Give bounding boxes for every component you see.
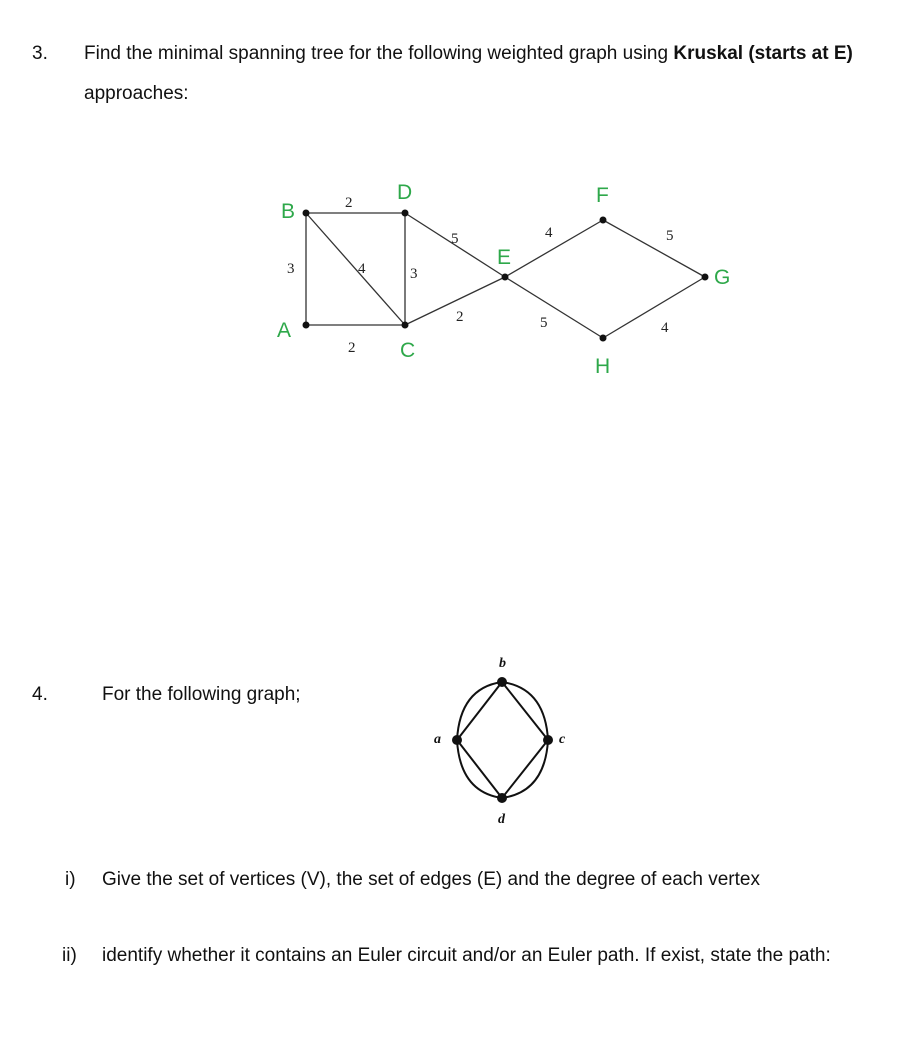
question-4-number: 4. (32, 684, 48, 705)
vertex-label-B: B (281, 200, 296, 223)
graph2-vertices (452, 677, 553, 803)
question-3-bold-text: Kruskal (starts at E) (673, 43, 853, 64)
vertex-label-d: d (498, 812, 505, 827)
weight-H-G: 4 (661, 320, 669, 336)
graph1-edge-weights (287, 195, 674, 356)
question-4-text: For the following graph; (102, 684, 301, 705)
weight-D-C: 3 (410, 266, 418, 282)
part-i-label: i) (65, 869, 76, 890)
weight-C-E: 2 (456, 309, 464, 325)
vertex-c (543, 735, 553, 745)
vertex-B (303, 210, 310, 217)
vertex-C (402, 322, 409, 329)
weight-E-F: 4 (545, 225, 553, 241)
weighted-graph (0, 0, 921, 420)
question-3-line2: approaches: (84, 83, 189, 104)
edge-E-H (505, 277, 603, 338)
weight-D-E: 5 (451, 231, 459, 247)
vertex-label-G: G (714, 266, 731, 289)
vertex-H (600, 335, 607, 342)
vertex-label-E: E (497, 246, 512, 269)
vertex-a (452, 735, 462, 745)
edge-B-C (306, 213, 405, 325)
edge-C-E (405, 277, 505, 325)
weight-A-C: 2 (348, 340, 356, 356)
vertex-d (497, 793, 507, 803)
part-ii-label: ii) (62, 945, 77, 966)
vertex-label-H: H (595, 355, 611, 378)
vertex-label-a: a (434, 732, 441, 747)
vertex-E (502, 274, 509, 281)
weight-F-G: 5 (666, 228, 674, 244)
vertex-label-b: b (499, 656, 506, 671)
edge-E-F (505, 220, 603, 277)
vertex-label-D: D (397, 181, 413, 204)
vertex-b (497, 677, 507, 687)
vertex-label-C: C (400, 339, 416, 362)
vertex-label-A: A (277, 319, 292, 342)
weight-B-A: 3 (287, 261, 295, 277)
vertex-F (600, 217, 607, 224)
vertex-label-c: c (559, 732, 566, 747)
graph2-curved-edges (457, 682, 548, 798)
weight-E-H: 5 (540, 315, 548, 331)
euler-graph (420, 640, 600, 840)
vertex-label-F: F (596, 184, 609, 207)
edge-F-G (603, 220, 705, 277)
weight-B-C: 4 (358, 261, 366, 277)
question-3-text: Find the minimal spanning tree for the following weighted graph using (84, 43, 674, 64)
part-i-text: Give the set of vertices (V), the set of edges (E) and the degree of each vertex (102, 869, 760, 890)
vertex-G (702, 274, 709, 281)
question-3-number: 3. (32, 43, 48, 64)
vertex-A (303, 322, 310, 329)
part-ii-text: identify whether it contains an Euler circuit and/or an Euler path. If exist, state the path: (102, 945, 831, 966)
vertex-D (402, 210, 409, 217)
weight-B-D: 2 (345, 195, 353, 211)
edge-H-G (603, 277, 705, 338)
